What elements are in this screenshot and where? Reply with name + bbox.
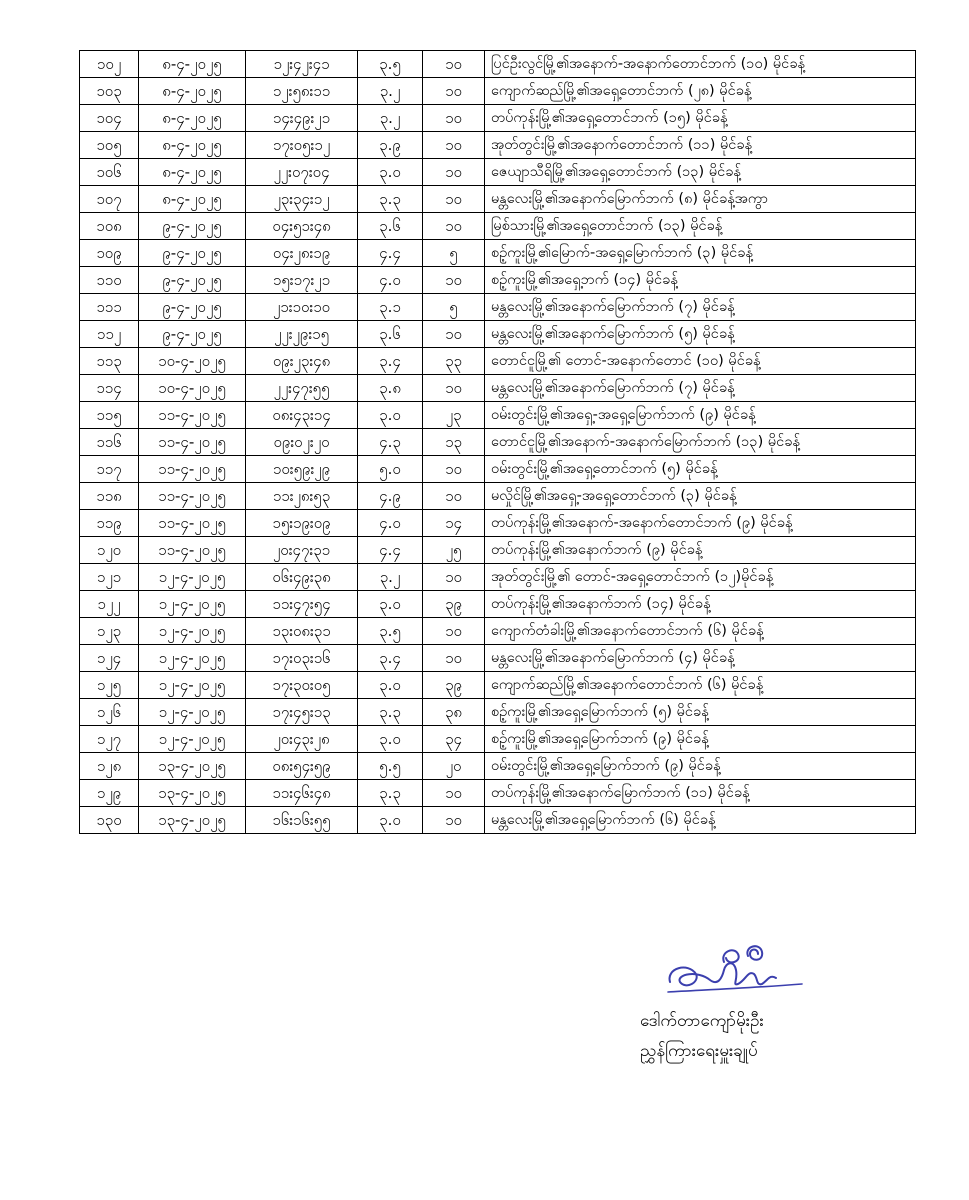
cell-number: ၁၁၄ [80, 375, 139, 402]
table-row [80, 780, 916, 807]
cell-number: ၁၂၂ [80, 591, 139, 618]
table-row [80, 645, 916, 672]
cell-magnitude: ၃.၀ [358, 591, 423, 618]
cell-magnitude: ၃.၀ [358, 672, 423, 699]
table-row [80, 564, 916, 591]
cell-depth: ၁၀ [423, 213, 485, 240]
cell-magnitude: ၃.၆ [358, 213, 423, 240]
cell-depth: ၃၃ [423, 348, 485, 375]
cell-depth: ၁၄ [423, 510, 485, 537]
cell-date: ၁၂-၄-၂၀၂၅ [139, 672, 246, 699]
cell-time: ၀၉း၀၂း၂၀ [246, 429, 358, 456]
cell-location: ဇေယျာသီရိမြို့၏အရှေ့တောင်ဘက် (၁၃) မိုင်ခန့် [485, 159, 916, 186]
cell-magnitude: ၃.၂ [358, 564, 423, 591]
cell-number: ၁၂၅ [80, 672, 139, 699]
table-row [80, 672, 916, 699]
cell-magnitude: ၄.၄ [358, 537, 423, 564]
cell-location: တပ်ကုန်းမြို့၏အနောက်မြောက်ဘက် (၁၁) မိုင်ခန့် [485, 780, 916, 807]
cell-date: ၁၂-၄-၂၀၂၅ [139, 645, 246, 672]
cell-magnitude: ၃.၈ [358, 375, 423, 402]
cell-date: ၁၂-၄-၂၀၂၅ [139, 726, 246, 753]
cell-magnitude: ၄.၃ [358, 429, 423, 456]
cell-number: ၁၂၇ [80, 726, 139, 753]
cell-number: ၁၁၁ [80, 294, 139, 321]
cell-date: ၈-၄-၂၀၂၅ [139, 159, 246, 186]
table-row [80, 78, 916, 105]
cell-magnitude: ၄.၀ [358, 510, 423, 537]
cell-location: တပ်ကုန်းမြို့၏အရှေ့တောင်ဘက် (၁၅) မိုင်ခန့် [485, 105, 916, 132]
table-row [80, 321, 916, 348]
cell-number: ၁၀၄ [80, 105, 139, 132]
signature-block [640, 940, 860, 1066]
signatory-title: ညွှန်ကြားရေးမှူးချုပ် [640, 1041, 758, 1061]
cell-time: ၀၆း၄၉း၃၈ [246, 564, 358, 591]
cell-time: ၁၀း၅၉း၂၉ [246, 456, 358, 483]
cell-depth: ၃၄ [423, 726, 485, 753]
earthquake-table [79, 50, 916, 834]
cell-date: ၁၀-၄-၂၀၂၅ [139, 348, 246, 375]
cell-time: ၁၂း၄၂း၄၁ [246, 51, 358, 78]
cell-magnitude: ၃.၂ [358, 105, 423, 132]
cell-depth: ၂၀ [423, 753, 485, 780]
cell-number: ၁၀၃ [80, 78, 139, 105]
cell-date: ၉-၄-၂၀၂၅ [139, 321, 246, 348]
cell-location: ဝမ်းတွင်းမြို့၏အရှေ့-အရှေ့မြောက်ဘက် (၉) မိုင်ခန့် [485, 402, 916, 429]
cell-number: ၁၂၉ [80, 780, 139, 807]
cell-number: ၁၀၇ [80, 186, 139, 213]
cell-depth: ၁၀ [423, 780, 485, 807]
cell-number: ၁၂၃ [80, 618, 139, 645]
cell-number: ၁၁၆ [80, 429, 139, 456]
cell-location: ကျောက်ဆည်မြို့၏အရှေ့တောင်ဘက် (၂၈) မိုင်ခန့် [485, 78, 916, 105]
table-row [80, 726, 916, 753]
cell-time: ၁၇း၄၅း၁၃ [246, 699, 358, 726]
cell-magnitude: ၃.၅ [358, 618, 423, 645]
cell-depth: ၅ [423, 240, 485, 267]
cell-magnitude: ၃.၃ [358, 186, 423, 213]
cell-number: ၁၀၂ [80, 51, 139, 78]
cell-date: ၈-၄-၂၀၂၅ [139, 78, 246, 105]
cell-magnitude: ၄.၉ [358, 483, 423, 510]
cell-depth: ၁၀ [423, 645, 485, 672]
cell-time: ၂၀း၄၃း၂၈ [246, 726, 358, 753]
cell-number: ၁၃၀ [80, 807, 139, 834]
cell-number: ၁၂၈ [80, 753, 139, 780]
cell-location: ဝမ်းတွင်းမြို့၏အရှေ့တောင်ဘက် (၅) မိုင်ခန့် [485, 456, 916, 483]
table-row [80, 348, 916, 375]
cell-time: ၁၅း၁၇း၂၁ [246, 267, 358, 294]
cell-number: ၁၀၈ [80, 213, 139, 240]
cell-magnitude: ၃.၀ [358, 402, 423, 429]
cell-date: ၁၁-၄-၂၀၂၅ [139, 402, 246, 429]
table-row [80, 618, 916, 645]
table-row [80, 267, 916, 294]
cell-number: ၁၂၁ [80, 564, 139, 591]
cell-number: ၁၁၂ [80, 321, 139, 348]
cell-location: ကျောက်တံခါးမြို့၏အနောက်တောင်ဘက် (၆) မိုင်ခန့် [485, 618, 916, 645]
cell-time: ၁၁း၂၈း၅၃ [246, 483, 358, 510]
cell-number: ၁၁၈ [80, 483, 139, 510]
cell-location: ဝမ်းတွင်းမြို့၏အရှေ့မြောက်ဘက် (၉) မိုင်ခန့် [485, 753, 916, 780]
cell-number: ၁၀၉ [80, 240, 139, 267]
cell-time: ၁၇း၃၀း၀၅ [246, 672, 358, 699]
cell-depth: ၃၈ [423, 699, 485, 726]
table-row [80, 537, 916, 564]
table-row [80, 699, 916, 726]
cell-magnitude: ၃.၄ [358, 348, 423, 375]
cell-number: ၁၁၃ [80, 348, 139, 375]
cell-time: ၂၃း၃၄း၁၂ [246, 186, 358, 213]
table-row [80, 456, 916, 483]
cell-date: ၈-၄-၂၀၂၅ [139, 186, 246, 213]
table-row [80, 483, 916, 510]
cell-depth: ၂၃ [423, 402, 485, 429]
cell-depth: ၁၀ [423, 132, 485, 159]
table-row [80, 294, 916, 321]
cell-time: ၁၇း၀၅း၁၂ [246, 132, 358, 159]
cell-date: ၁၃-၄-၂၀၂၅ [139, 780, 246, 807]
cell-location: ကျောက်ဆည်မြို့၏အနောက်တောင်ဘက် (၆) မိုင်ခန့် [485, 672, 916, 699]
cell-depth: ၁၀ [423, 564, 485, 591]
cell-depth: ၃၉ [423, 672, 485, 699]
cell-date: ၁၂-၄-၂၀၂၅ [139, 699, 246, 726]
table-row [80, 807, 916, 834]
cell-magnitude: ၃.၃ [358, 780, 423, 807]
cell-number: ၁၁၇ [80, 456, 139, 483]
cell-magnitude: ၃.၉ [358, 132, 423, 159]
cell-date: ၁၂-၄-၂၀၂၅ [139, 564, 246, 591]
table-row [80, 186, 916, 213]
cell-number: ၁၂၀ [80, 537, 139, 564]
cell-date: ၁၃-၄-၂၀၂၅ [139, 807, 246, 834]
cell-date: ၁၁-၄-၂၀၂၅ [139, 483, 246, 510]
cell-time: ၁၂း၅၈း၁၁ [246, 78, 358, 105]
table-row [80, 105, 916, 132]
cell-depth: ၅ [423, 294, 485, 321]
cell-location: မြစ်သားမြို့၏အရှေ့တောင်ဘက် (၁၃) မိုင်ခန့် [485, 213, 916, 240]
cell-number: ၁၀၆ [80, 159, 139, 186]
cell-magnitude: ၃.၁ [358, 294, 423, 321]
cell-date: ၉-၄-၂၀၂၅ [139, 294, 246, 321]
cell-time: ၁၇း၀၃း၁၆ [246, 645, 358, 672]
cell-magnitude: ၅.၀ [358, 456, 423, 483]
cell-location: မန္တလေးမြို့၏အနောက်မြောက်ဘက် (၅) မိုင်ခန့် [485, 321, 916, 348]
cell-magnitude: ၃.၅ [358, 51, 423, 78]
cell-location: ပြင်ဦးလွင်မြို့၏အနောက်-အနောက်တောင်ဘက် (၁၀) မိုင်ခန့် [485, 51, 916, 78]
cell-time: ၂၂း၄၇း၅၅ [246, 375, 358, 402]
cell-number: ၁၀၅ [80, 132, 139, 159]
cell-location: စဥ့်ကူးမြို့၏အရှေ့မြောက်ဘက် (၉) မိုင်ခန့် [485, 726, 916, 753]
cell-time: ၁၅း၁၉း၀၉ [246, 510, 358, 537]
cell-date: ၉-၄-၂၀၂၅ [139, 240, 246, 267]
cell-time: ၀၄း၂၈း၁၉ [246, 240, 358, 267]
cell-magnitude: ၅.၅ [358, 753, 423, 780]
cell-location: စဥ့်ကူးမြို့၏မြောက်-အရှေ့မြောက်ဘက် (၃) မိုင်ခန့် [485, 240, 916, 267]
table-row [80, 51, 916, 78]
table-row [80, 753, 916, 780]
cell-depth: ၁၀ [423, 78, 485, 105]
cell-time: ၀၈း၅၄း၅၉ [246, 753, 358, 780]
cell-magnitude: ၃.၃ [358, 699, 423, 726]
cell-date: ၁၂-၄-၂၀၂၅ [139, 591, 246, 618]
cell-location: မလှိုင်မြို့၏အရှေ့-အရှေ့တောင်ဘက် (၃) မိုင်ခန့် [485, 483, 916, 510]
cell-date: ၁၁-၄-၂၀၂၅ [139, 429, 246, 456]
cell-magnitude: ၄.၄ [358, 240, 423, 267]
table-row [80, 375, 916, 402]
cell-number: ၁၂၆ [80, 699, 139, 726]
cell-time: ၂၂း၀၇း၀၄ [246, 159, 358, 186]
cell-time: ၁၁း၄၆း၄၈ [246, 780, 358, 807]
cell-date: ၁၁-၄-၂၀၂၅ [139, 456, 246, 483]
cell-date: ၉-၄-၂၀၂၅ [139, 267, 246, 294]
cell-time: ၂၂း၂၉း၁၅ [246, 321, 358, 348]
cell-location: တပ်ကုန်းမြို့၏အနောက်-အနောက်တောင်ဘက် (၉) မိုင်ခန့် [485, 510, 916, 537]
cell-location: အုတ်တွင်းမြို့၏အနောက်တောင်ဘက် (၁၁) မိုင်ခန့် [485, 132, 916, 159]
cell-date: ၁၁-၄-၂၀၂၅ [139, 510, 246, 537]
signatory-name: ဒေါက်တာကျော်မိုးဦး [640, 1011, 764, 1031]
table-row [80, 213, 916, 240]
cell-date: ၁၁-၄-၂၀၂၅ [139, 537, 246, 564]
cell-location: တောင်ငူမြို့၏ တောင်-အနောက်တောင် (၁၀) မိုင်ခန့် [485, 348, 916, 375]
handwritten-signature [662, 940, 812, 1002]
cell-time: ၁၄း၄၉း၂၁ [246, 105, 358, 132]
cell-time: ၀၄း၅၁း၄၈ [246, 213, 358, 240]
cell-time: ၁၃း၀၈း၃၁ [246, 618, 358, 645]
cell-magnitude: ၄.၀ [358, 267, 423, 294]
cell-date: ၁၂-၄-၂၀၂၅ [139, 618, 246, 645]
cell-time: ၂၁း၁၀း၁၀ [246, 294, 358, 321]
cell-magnitude: ၃.၆ [358, 321, 423, 348]
table-row [80, 429, 916, 456]
cell-location: မန္တလေးမြို့၏အနောက်မြောက်ဘက် (၈) မိုင်ခန့်အကွာ [485, 186, 916, 213]
cell-time: ၀၈း၄၃း၁၄ [246, 402, 358, 429]
table-row [80, 159, 916, 186]
cell-depth: ၁၀ [423, 267, 485, 294]
cell-date: ၈-၄-၂၀၂၅ [139, 132, 246, 159]
cell-depth: ၁၀ [423, 105, 485, 132]
cell-date: ၁၀-၄-၂၀၂၅ [139, 375, 246, 402]
cell-location: အုတ်တွင်းမြို့၏ တောင်-အရှေ့တောင်ဘက် (၁၂)မိုင်ခန့် [485, 564, 916, 591]
cell-location: တောင်ငူမြို့၏အနောက်-အနောက်မြောက်ဘက် (၁၃) မိုင်ခန့် [485, 429, 916, 456]
cell-date: ၁၃-၄-၂၀၂၅ [139, 753, 246, 780]
cell-magnitude: ၃.၄ [358, 645, 423, 672]
cell-magnitude: ၃.၀ [358, 159, 423, 186]
cell-time: ၁၁း၄၇း၅၄ [246, 591, 358, 618]
cell-time: ၁၆း၁၆း၅၅ [246, 807, 358, 834]
cell-depth: ၁၀ [423, 51, 485, 78]
cell-depth: ၃၉ [423, 591, 485, 618]
cell-date: ၈-၄-၂၀၂၅ [139, 105, 246, 132]
cell-depth: ၁၀ [423, 321, 485, 348]
table-row [80, 240, 916, 267]
cell-depth: ၂၅ [423, 537, 485, 564]
cell-magnitude: ၃.၀ [358, 807, 423, 834]
cell-depth: ၁၃ [423, 429, 485, 456]
cell-magnitude: ၃.၂ [358, 78, 423, 105]
cell-number: ၁၁၉ [80, 510, 139, 537]
cell-location: မန္တလေးမြို့၏အနောက်မြောက်ဘက် (၄) မိုင်ခန့် [485, 645, 916, 672]
cell-depth: ၁၀ [423, 375, 485, 402]
table-row [80, 591, 916, 618]
cell-location: မန္တလေးမြို့၏အနောက်မြောက်ဘက် (၇) မိုင်ခန့် [485, 375, 916, 402]
cell-location: စဥ့်ကူးမြို့၏အရှေ့မြောက်ဘက် (၅) မိုင်ခန့် [485, 699, 916, 726]
cell-date: ၈-၄-၂၀၂၅ [139, 51, 246, 78]
cell-depth: ၁၀ [423, 807, 485, 834]
cell-time: ၂၀း၄၇း၃၁ [246, 537, 358, 564]
cell-location: မန္တလေးမြို့၏အနောက်မြောက်ဘက် (၇) မိုင်ခန့် [485, 294, 916, 321]
cell-location: တပ်ကုန်းမြို့၏အနောက်ဘက် (၁၄) မိုင်ခန့် [485, 591, 916, 618]
table-row [80, 510, 916, 537]
cell-time: ၀၉း၂၃း၄၈ [246, 348, 358, 375]
cell-location: မန္တလေးမြို့၏အရှေ့မြောက်ဘက် (၆) မိုင်ခန့် [485, 807, 916, 834]
cell-depth: ၁၀ [423, 456, 485, 483]
table-row [80, 132, 916, 159]
cell-depth: ၁၀ [423, 618, 485, 645]
cell-magnitude: ၃.၀ [358, 726, 423, 753]
cell-number: ၁၁၅ [80, 402, 139, 429]
cell-number: ၁၁၀ [80, 267, 139, 294]
cell-number: ၁၂၄ [80, 645, 139, 672]
cell-location: စဥ့်ကူးမြို့၏အရှေ့ဘက် (၁၄) မိုင်ခန့် [485, 267, 916, 294]
cell-depth: ၁၀ [423, 159, 485, 186]
cell-location: တပ်ကုန်းမြို့၏အနောက်ဘက် (၉) မိုင်ခန့် [485, 537, 916, 564]
earthquake-table-body [80, 51, 916, 834]
table-row [80, 402, 916, 429]
cell-depth: ၁၀ [423, 483, 485, 510]
cell-date: ၉-၄-၂၀၂၅ [139, 213, 246, 240]
cell-depth: ၁၀ [423, 186, 485, 213]
